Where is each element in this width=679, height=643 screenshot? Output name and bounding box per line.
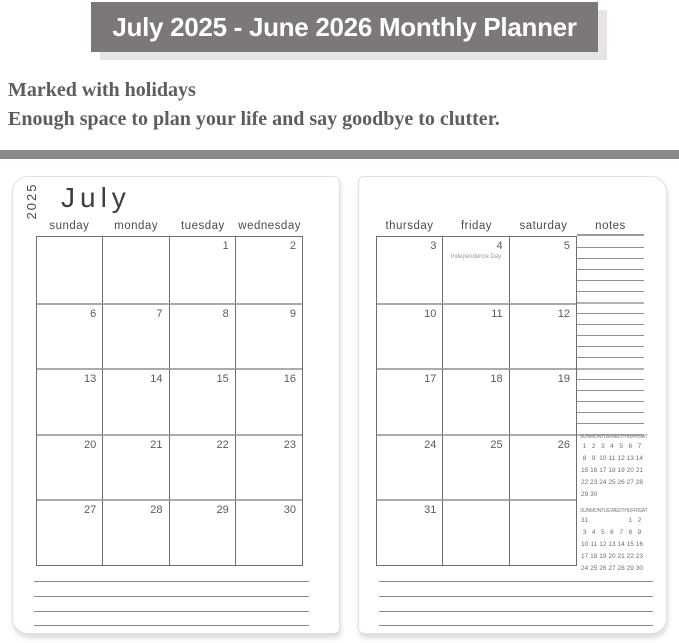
right-day-headers bbox=[376, 220, 577, 232]
mini-calendar-week-row bbox=[580, 489, 644, 501]
notes-ruled-line bbox=[577, 258, 644, 259]
mini-calendar-weekday-header bbox=[580, 508, 648, 515]
bottom-note-line bbox=[34, 596, 309, 597]
mini-day-23: 23 bbox=[635, 553, 644, 560]
day-cell-3 bbox=[377, 237, 443, 303]
mini-day-3: 3 bbox=[582, 529, 587, 536]
mini-calendar-week-row bbox=[580, 539, 644, 551]
mini-calendar-week-row bbox=[580, 453, 644, 465]
mini-day-26: 26 bbox=[599, 565, 607, 572]
mini-day-9: 9 bbox=[637, 529, 642, 536]
notes-ruled-line bbox=[577, 412, 644, 413]
planner-left-page bbox=[12, 176, 340, 634]
mini-calendar-prev bbox=[580, 434, 648, 501]
notes-ruled-line bbox=[577, 313, 644, 314]
notes-ruled-line bbox=[577, 423, 644, 424]
day-cell-20 bbox=[37, 434, 103, 500]
mini-day-5: 5 bbox=[619, 443, 623, 450]
day-cell-12 bbox=[510, 303, 576, 369]
mini-day-31: 31 bbox=[580, 517, 589, 524]
day-cell-22 bbox=[170, 434, 236, 500]
mini-day-14: 14 bbox=[617, 541, 625, 548]
mini-calendar-week-row bbox=[580, 441, 644, 453]
notes-ruled-line bbox=[577, 324, 644, 325]
mini-day-23: 23 bbox=[590, 479, 598, 486]
mini-day-1: 1 bbox=[628, 517, 633, 524]
left-month-grid bbox=[36, 236, 303, 566]
day-cell-18 bbox=[443, 368, 509, 434]
day-number: 15 bbox=[216, 373, 229, 386]
day-cell-9 bbox=[236, 303, 302, 369]
day-number: 20 bbox=[84, 438, 97, 451]
notes-ruled-line bbox=[577, 390, 644, 391]
day-header-friday: friday bbox=[460, 220, 493, 232]
product-title-banner bbox=[91, 2, 598, 52]
day-cell-5 bbox=[510, 237, 576, 303]
day-cell-2 bbox=[236, 237, 302, 303]
mini-calendar-week-row bbox=[580, 477, 644, 489]
mini-day-2: 2 bbox=[637, 517, 642, 524]
mini-day-16: 16 bbox=[590, 467, 598, 474]
bottom-note-line bbox=[34, 611, 309, 612]
day-number: 1 bbox=[222, 240, 229, 252]
holiday-label: Independence Day bbox=[450, 254, 502, 260]
mini-day-27: 27 bbox=[626, 479, 634, 486]
day-cell-29 bbox=[170, 499, 236, 565]
mini-day-7: 7 bbox=[637, 443, 642, 450]
mini-day-10: 10 bbox=[580, 541, 589, 548]
mini-weekday-mon: MON bbox=[589, 508, 602, 514]
notes-ruled-line bbox=[577, 379, 644, 380]
day-header-thursday: thursday bbox=[385, 220, 434, 232]
mini-day-3: 3 bbox=[601, 443, 605, 450]
day-number: 6 bbox=[90, 307, 97, 320]
mini-day-9: 9 bbox=[591, 455, 596, 462]
mini-day-empty bbox=[617, 489, 626, 501]
mini-day-22: 22 bbox=[626, 553, 634, 560]
mini-day-18: 18 bbox=[608, 467, 616, 474]
bottom-note-line bbox=[379, 611, 653, 612]
mini-day-29: 29 bbox=[626, 565, 634, 572]
day-number: 4 bbox=[496, 240, 503, 252]
day-cell-24 bbox=[377, 434, 443, 500]
day-header-sunday: sunday bbox=[49, 220, 90, 232]
mini-day-1: 1 bbox=[582, 443, 587, 450]
bottom-note-line bbox=[379, 581, 653, 582]
day-number: 30 bbox=[283, 504, 296, 517]
day-number: 13 bbox=[84, 373, 97, 386]
mini-weekday-mon: MON bbox=[589, 434, 602, 440]
mini-day-6: 6 bbox=[610, 529, 614, 536]
day-cell-17 bbox=[377, 368, 443, 434]
tagline bbox=[8, 76, 500, 134]
mini-weekday-sun: SUN bbox=[580, 434, 590, 440]
notes-ruled-line bbox=[577, 269, 644, 270]
day-number: 24 bbox=[424, 438, 437, 451]
mini-day-30: 30 bbox=[635, 565, 644, 572]
mini-day-empty bbox=[635, 489, 644, 501]
mini-weekday-fri: FRI bbox=[631, 434, 639, 440]
day-cell-empty bbox=[443, 499, 509, 565]
bottom-note-line bbox=[379, 625, 653, 626]
mini-day-24: 24 bbox=[580, 565, 589, 572]
mini-day-15: 15 bbox=[626, 541, 634, 548]
mini-day-6: 6 bbox=[628, 443, 633, 450]
mini-day-21: 21 bbox=[635, 467, 644, 474]
mini-day-5: 5 bbox=[601, 529, 605, 536]
mini-day-2: 2 bbox=[591, 443, 596, 450]
mini-day-empty bbox=[598, 489, 607, 501]
day-number: 7 bbox=[156, 307, 163, 320]
day-cell-19 bbox=[510, 368, 576, 434]
mini-day-30: 30 bbox=[590, 491, 598, 498]
mini-day-11: 11 bbox=[608, 455, 616, 462]
mini-weekday-sun: SUN bbox=[580, 508, 590, 514]
mini-day-empty bbox=[607, 515, 616, 527]
day-cell-14 bbox=[103, 368, 169, 434]
mini-day-13: 13 bbox=[626, 455, 634, 462]
mini-weekday-tue: TUE bbox=[601, 508, 611, 514]
bottom-note-line bbox=[379, 596, 653, 597]
mini-day-12: 12 bbox=[617, 455, 625, 462]
mini-weekday-thu: THU bbox=[621, 434, 632, 440]
mini-weekday-sat: SAT bbox=[638, 508, 648, 514]
bottom-note-line bbox=[34, 581, 309, 582]
notes-column-header: notes bbox=[595, 220, 626, 232]
mini-day-empty bbox=[607, 489, 616, 501]
day-number: 17 bbox=[424, 373, 437, 386]
notes-row-divider bbox=[577, 368, 644, 370]
mini-day-10: 10 bbox=[599, 455, 607, 462]
mini-calendar-week-row bbox=[580, 515, 644, 527]
notes-ruled-line bbox=[577, 357, 644, 358]
day-number: 28 bbox=[150, 504, 163, 517]
mini-calendar-week-row bbox=[580, 465, 644, 477]
mini-weekday-tue: TUE bbox=[601, 434, 611, 440]
mini-day-27: 27 bbox=[608, 565, 616, 572]
day-number: 23 bbox=[283, 438, 296, 451]
mini-day-14: 14 bbox=[635, 455, 644, 462]
day-cell-8 bbox=[170, 303, 236, 369]
mini-day-20: 20 bbox=[608, 553, 616, 560]
year-label: 2025 bbox=[24, 182, 39, 220]
day-number: 31 bbox=[424, 504, 437, 517]
mini-day-4: 4 bbox=[610, 443, 614, 450]
day-cell-empty bbox=[510, 499, 576, 565]
mini-day-13: 13 bbox=[608, 541, 616, 548]
mini-day-empty bbox=[589, 515, 598, 527]
right-month-grid bbox=[376, 236, 577, 566]
product-title: July 2025 - June 2026 Monthly Planner bbox=[112, 11, 577, 42]
notes-ruled-line bbox=[577, 291, 644, 292]
day-cell-15 bbox=[170, 368, 236, 434]
notes-row-divider bbox=[577, 302, 644, 304]
day-cell-27 bbox=[37, 499, 103, 565]
day-header-monday: monday bbox=[114, 220, 159, 232]
day-cell-7 bbox=[103, 303, 169, 369]
day-number: 8 bbox=[222, 307, 229, 320]
mini-weekday-fri: FRI bbox=[631, 508, 639, 514]
mini-day-12: 12 bbox=[599, 541, 607, 548]
mini-calendar-week-row bbox=[580, 563, 644, 575]
left-day-headers bbox=[36, 220, 303, 232]
mini-day-19: 19 bbox=[599, 553, 607, 560]
day-header-tuesday: tuesday bbox=[180, 220, 225, 232]
day-cell-16 bbox=[236, 368, 302, 434]
notes-ruled-line bbox=[577, 335, 644, 336]
tagline-line-2: Enough space to plan your life and say goodbye to clutter. bbox=[8, 108, 500, 130]
day-cell-4 bbox=[443, 237, 509, 303]
mini-weekday-wed: WED bbox=[610, 508, 622, 514]
mini-day-18: 18 bbox=[590, 553, 598, 560]
mini-calendar-weekday-header bbox=[580, 434, 648, 441]
day-number: 21 bbox=[150, 438, 163, 451]
mini-calendar-next bbox=[580, 508, 648, 575]
day-number: 14 bbox=[150, 373, 163, 386]
mini-day-25: 25 bbox=[608, 479, 616, 486]
day-cell-empty bbox=[103, 237, 169, 303]
bottom-note-line bbox=[34, 625, 309, 626]
mini-day-17: 17 bbox=[599, 467, 607, 474]
day-header-saturday: saturday bbox=[519, 220, 568, 232]
mini-day-28: 28 bbox=[635, 479, 644, 486]
mini-day-22: 22 bbox=[580, 479, 589, 486]
day-cell-10 bbox=[377, 303, 443, 369]
day-number: 25 bbox=[490, 438, 503, 451]
mini-day-4: 4 bbox=[591, 529, 596, 536]
mini-day-20: 20 bbox=[626, 467, 634, 474]
mini-weekday-wed: WED bbox=[610, 434, 622, 440]
day-cell-11 bbox=[443, 303, 509, 369]
day-number: 22 bbox=[216, 438, 229, 451]
day-number: 9 bbox=[289, 307, 296, 320]
day-cell-25 bbox=[443, 434, 509, 500]
day-number: 19 bbox=[557, 373, 570, 386]
day-number: 27 bbox=[84, 504, 97, 517]
mini-day-empty bbox=[617, 515, 626, 527]
mini-weekday-sat: SAT bbox=[638, 434, 648, 440]
mini-day-7: 7 bbox=[619, 529, 623, 536]
mini-day-16: 16 bbox=[635, 541, 644, 548]
day-number: 29 bbox=[216, 504, 229, 517]
mini-day-8: 8 bbox=[628, 529, 633, 536]
day-cell-empty bbox=[37, 237, 103, 303]
day-number: 11 bbox=[491, 307, 503, 320]
mini-day-21: 21 bbox=[617, 553, 625, 560]
day-cell-21 bbox=[103, 434, 169, 500]
mini-day-19: 19 bbox=[617, 467, 625, 474]
day-number: 26 bbox=[557, 438, 570, 451]
mini-day-17: 17 bbox=[580, 553, 589, 560]
day-number: 18 bbox=[490, 373, 503, 386]
day-cell-31 bbox=[377, 499, 443, 565]
day-cell-13 bbox=[37, 368, 103, 434]
day-number: 3 bbox=[430, 240, 437, 252]
day-cell-30 bbox=[236, 499, 302, 565]
mini-day-empty bbox=[598, 515, 607, 527]
mini-day-15: 15 bbox=[580, 467, 589, 474]
notes-header-underline bbox=[577, 234, 644, 236]
divider-bar bbox=[0, 150, 679, 159]
tagline-line-1: Marked with holidays bbox=[8, 79, 196, 101]
mini-day-24: 24 bbox=[599, 479, 607, 486]
mini-day-25: 25 bbox=[590, 565, 598, 572]
day-number: 5 bbox=[563, 240, 570, 252]
day-number: 16 bbox=[283, 373, 296, 386]
day-cell-6 bbox=[37, 303, 103, 369]
mini-weekday-thu: THU bbox=[621, 508, 632, 514]
mini-day-26: 26 bbox=[617, 479, 625, 486]
day-header-wednesday: wednesday bbox=[238, 220, 301, 232]
notes-ruled-line bbox=[577, 280, 644, 281]
month-label: July bbox=[61, 182, 131, 213]
day-cell-26 bbox=[510, 434, 576, 500]
mini-day-28: 28 bbox=[617, 565, 625, 572]
mini-day-8: 8 bbox=[582, 455, 587, 462]
mini-day-empty bbox=[626, 489, 635, 501]
planner-right-page bbox=[358, 176, 667, 634]
day-cell-28 bbox=[103, 499, 169, 565]
notes-ruled-line bbox=[577, 247, 644, 248]
day-number: 10 bbox=[424, 307, 437, 320]
mini-day-11: 11 bbox=[590, 541, 598, 548]
day-cell-1 bbox=[170, 237, 236, 303]
day-number: 12 bbox=[557, 307, 570, 320]
mini-calendar-week-row bbox=[580, 551, 644, 563]
mini-day-29: 29 bbox=[580, 491, 589, 498]
day-cell-23 bbox=[236, 434, 302, 500]
notes-ruled-line bbox=[577, 401, 644, 402]
mini-calendar-week-row bbox=[580, 527, 644, 539]
notes-ruled-line bbox=[577, 346, 644, 347]
day-number: 2 bbox=[289, 240, 296, 252]
